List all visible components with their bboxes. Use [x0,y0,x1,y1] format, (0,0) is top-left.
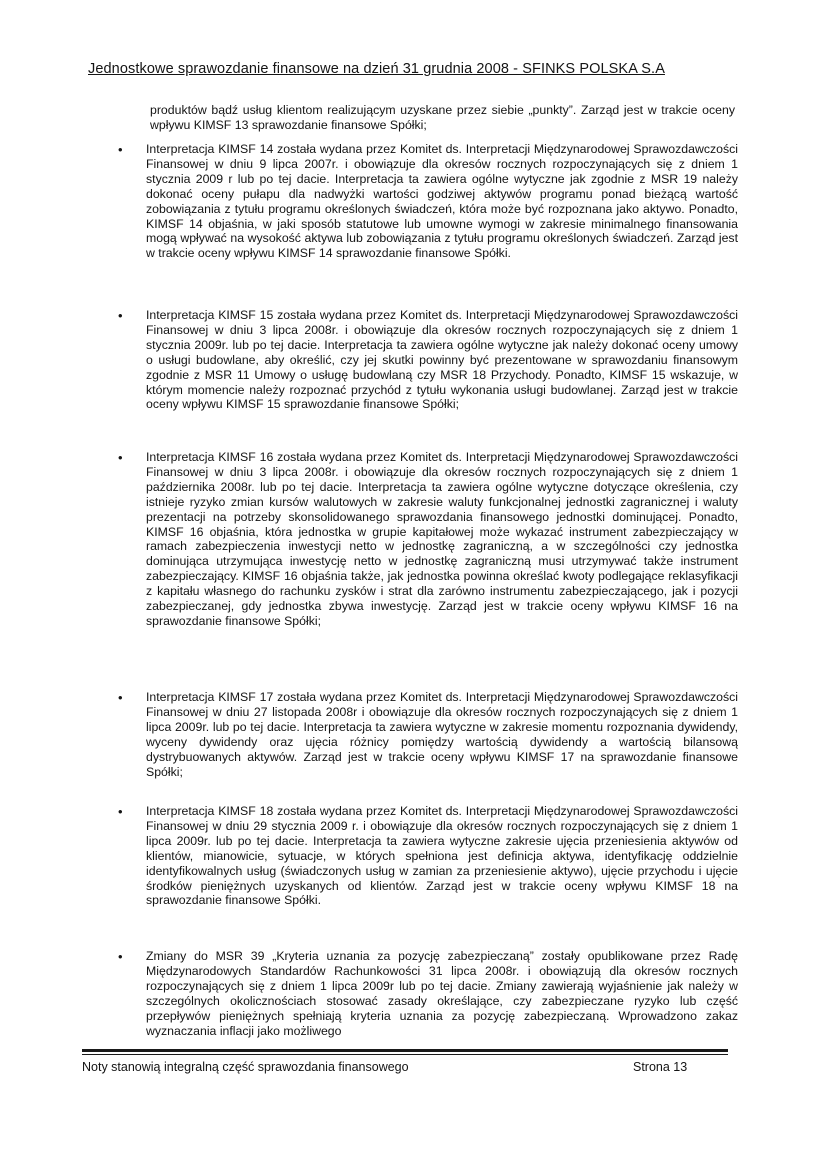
bullet-item-kimsf-14 [118,142,738,261]
bullet-marker: • [118,450,123,465]
bullet-text: Interpretacja KIMSF 14 została wydana przez Komitet ds. Interpretacji Międzynarodowej Sprawozdawczości Finansowej w dniu 9 lipca 2007r. i obowiązuje dla okresów rocznych rozpoczynających się z dniem 1 stycznia 2009 r lub po tej dacie. Interpretacja ta zawiera ogólne wytyczne jak zgodnie z MSR 19 należy dokonać oceny pułapu dla nadwyżki wartości godziwej aktywów programu ponad bieżącą wartość zobowiązania z tytułu programu określonych świadczeń, która może być rozpoznana jako aktywo. Ponadto, KIMSF 14 objaśnia, w jaki sposób statutowe lub umowne wymogi w zakresie minimalnego finansowania mogą wpływać na wysokość aktywa lub zobowiązania z tytułu programu określonych świadczeń. Zarząd jest w trakcie oceny wpływu KIMSF 14 sprawozdanie finansowe Spółki. [146,142,738,261]
intro-paragraph: produktów bądź usług klientom realizującym uzyskane przez siebie „punkty”. Zarząd jest w trakcie oceny wpływu KIMSF 13 sprawozdanie finansowe Spółki; [150,103,735,132]
bullet-text: Interpretacja KIMSF 15 została wydana przez Komitet ds. Interpretacji Międzynarodowej Sprawozdawczości Finansowej w dniu 3 lipca 2008r. i obowiązuje dla okresów rocznych rozpoczynających się z dniem 1 stycznia 2009r. lub po tej dacie. Interpretacja ta zawiera ogólne wytyczne jak należy dokonać oceny umowy o usługi budowlane, aby określić, czy jej skutki powinny być prezentowane w sprawozdaniu finansowym zgodnie z MSR 11 Umowy o usługę budowlaną czy MSR 18 Przychody. Ponadto, KIMSF 15 wskazuje, w którym momencie należy rozpoznać przychód z tytułu wykonania usługi budowlanej. Zarząd jest w trakcie oceny wpływu KIMSF 15 sprawozdanie finansowe Spółki; [146,308,738,412]
page-number: Strona 13 [633,1060,688,1074]
bullet-text: Interpretacja KIMSF 17 została wydana przez Komitet ds. Interpretacji Międzynarodowej Sprawozdawczości Finansowej w dniu 27 listopada 2008r i obowiązuje dla okresów rocznych rozpoczynających się z dniem 1 lipca 2009r. lub po tej dacie. Interpretacja ta zawiera wytyczne w zakresie momentu rozpoznania dywidendy, wyceny dywidendy oraz ujęcia różnicy pomiędzy wartością dywidendy a wartością bilansową dystrybuowanych aktywów. Zarząd jest w trakcie oceny wpływu KIMSF 17 na sprawozdanie finansowe Spółki; [146,690,738,779]
bullet-marker: • [118,142,123,157]
bullet-item-kimsf-16 [118,450,738,629]
bullet-marker: • [118,690,123,705]
bullet-text: Interpretacja KIMSF 18 została wydana przez Komitet ds. Interpretacji Międzynarodowej Sprawozdawczości Finansowej w dniu 29 stycznia 2009 r. i obowiązuje dla okresów rocznych rozpoczynających się z dniem 1 lipca 2009r. lub po tej dacie. Interpretacja ta zawiera wytyczne zakresie ujęcia przeniesienia aktywów od klientów, mianowicie, sytuacje, w których spełniona jest definicja aktywa, identyfikację oddzielnie identyfikowalnych usług (świadczonych usług w zamian za przeniesienie aktywo), ujęcie przychodu i ujęcie środków pieniężnych uzyskanych od klientów. Zarząd jest w trakcie oceny wpływu KIMSF 18 na sprawozdanie finansowe Spółki. [146,804,738,908]
bullet-item-kimsf-15 [118,308,738,412]
bullet-marker: • [118,949,123,964]
bullet-text: Zmiany do MSR 39 „Kryteria uznania za pozycję zabezpieczaną” zostały opublikowane przez Radę Międzynarodowych Standardów Rachunkowości 31 lipca 2008r. i obowiązują dla okresów rocznych rozpoczynających się z dniem 1 lipca 2009r lub po tej dacie. Zmiany zawierają wyjaśnienie jak należy w szczególnych okolicznościach stosować zasady określające, czy zabezpieczane ryzyko lub część przepływów pieniężnych spełniają kryteria uznania za pozycję zabezpieczaną. Wprowadzono zakaz wyznaczania inflacji jako możliwego [146,949,738,1038]
bullet-item-kimsf-17 [118,690,738,779]
footer-note: Noty stanowią integralną część sprawozdania finansowego [82,1060,409,1074]
bullet-text: Interpretacja KIMSF 16 została wydana przez Komitet ds. Interpretacji Międzynarodowej Sprawozdawczości Finansowej w dniu 3 lipca 2008r. i obowiązuje dla okresów rocznych rozpoczynających się z dniem 1 października 2008r. lub po tej dacie. Interpretacja ta zawiera ogólne wytyczne dotyczące określenia, czy istnieje ryzyko zmian kursów walutowych w zakresie waluty funkcjonalnej jednostki zagranicznej i waluty prezentacji na potrzeby skonsolidowanego sprawozdania finansowego jednostki dominującej. Ponadto, KIMSF 16 objaśnia, która jednostka w grupie kapitałowej może wykazać instrument zabezpieczający w ramach zabezpieczenia inwestycji netto w jednostkę zagraniczną, a w szczególności czy jednostka dominująca utrzymująca inwestycję netto w jednostkę zagraniczną musi utrzymywać także instrument zabezpieczający. KIMSF 16 objaśnia także, jak jednostka powinna określać kwoty podlegające reklasyfikacji z kapitału własnego do rachunku zysków i strat dla zarówno instrumentu zabezpieczającego, jak i pozycji zabezpieczanej, gdy jednostka zbywa inwestycję. Zarząd jest w trakcie oceny wpływu KIMSF 16 na sprawozdanie finansowe Spółki; [146,450,738,628]
footer-divider [82,1049,728,1052]
bullet-marker: • [118,804,123,819]
footer-divider-thin [82,1054,728,1055]
bullet-marker: • [118,308,123,323]
bullet-item-msr-39 [118,949,738,1038]
bullet-item-kimsf-18 [118,804,738,908]
page-header-title: Jednostkowe sprawozdanie finansowe na dzień 31 grudnia 2008 - SFINKS POLSKA S.A [88,61,665,77]
